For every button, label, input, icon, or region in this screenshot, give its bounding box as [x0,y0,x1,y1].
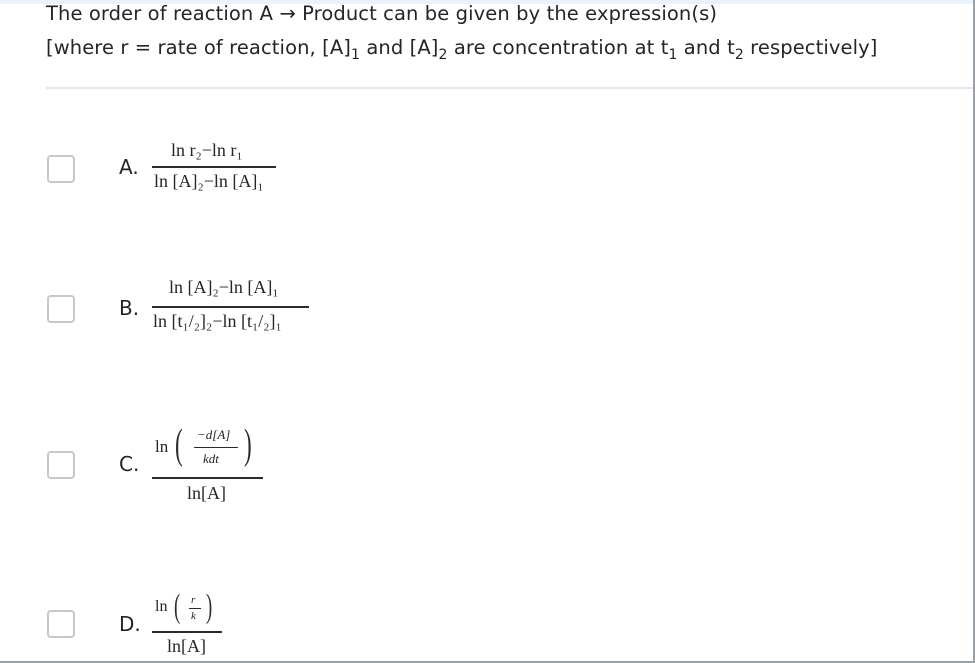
option-c-inner-bar [194,447,238,448]
divider [46,87,975,89]
q2-part-e: respectively] [743,36,878,59]
option-a-letter: A. [119,155,139,179]
option-b-denominator: ln [t₁/₂]₂−ln [t₁/₂]₁ [153,311,282,331]
option-d-left-paren: ( [174,588,181,625]
option-d-checkbox[interactable] [47,610,75,638]
q2-sub-3: 1 [668,46,678,63]
option-c-right-paren: ) [244,422,252,468]
option-b-fraction-bar [152,306,309,308]
option-c-denominator: ln[A] [187,483,226,503]
option-c-fraction-bar [152,477,263,479]
q2-sub-2: 2 [438,46,448,63]
option-c-letter: C. [119,452,140,476]
q2-part-b: and [A] [360,36,439,59]
option-b[interactable] [0,276,975,346]
option-a[interactable] [0,140,975,200]
q2-sub-4: 2 [734,46,744,63]
option-d-inner-numerator: r [191,594,196,606]
option-d-fraction-bar [152,631,222,633]
option-d-letter: D. [119,612,141,636]
option-c-left-paren: ( [175,422,183,468]
option-d-inner-bar [189,608,201,609]
option-c[interactable] [0,423,975,513]
option-d-denominator: ln[A] [167,636,206,656]
option-a-fraction-bar [152,166,276,168]
option-c-inner-numerator: −d[A] [197,427,231,442]
option-d-right-paren: ) [206,588,213,625]
option-d-ln: ln [155,598,168,615]
question-line-1: The order of reaction A → Product can be given by the expression(s) [46,2,718,25]
q2-part-c: are concentration at t [447,36,669,59]
q2-part-d: and t [677,36,735,59]
option-d[interactable] [0,588,975,661]
option-b-letter: B. [119,296,140,320]
question-line-2 [46,36,878,63]
option-c-inner-denominator: kdt [203,451,219,466]
option-c-ln: ln [155,437,169,456]
option-d-inner-denominator: k [191,610,196,622]
option-a-checkbox[interactable] [47,155,75,183]
q2-part-a: [where r = rate of reaction, [A] [46,36,352,59]
option-a-numerator: ln r₂−ln r₁ [171,140,243,160]
option-c-checkbox[interactable] [47,451,75,479]
option-b-checkbox[interactable] [47,295,75,323]
option-a-denominator: ln [A]₂−ln [A]₁ [154,171,264,191]
q2-sub-1: 1 [351,46,361,63]
option-b-numerator: ln [A]₂−ln [A]₁ [169,277,279,297]
